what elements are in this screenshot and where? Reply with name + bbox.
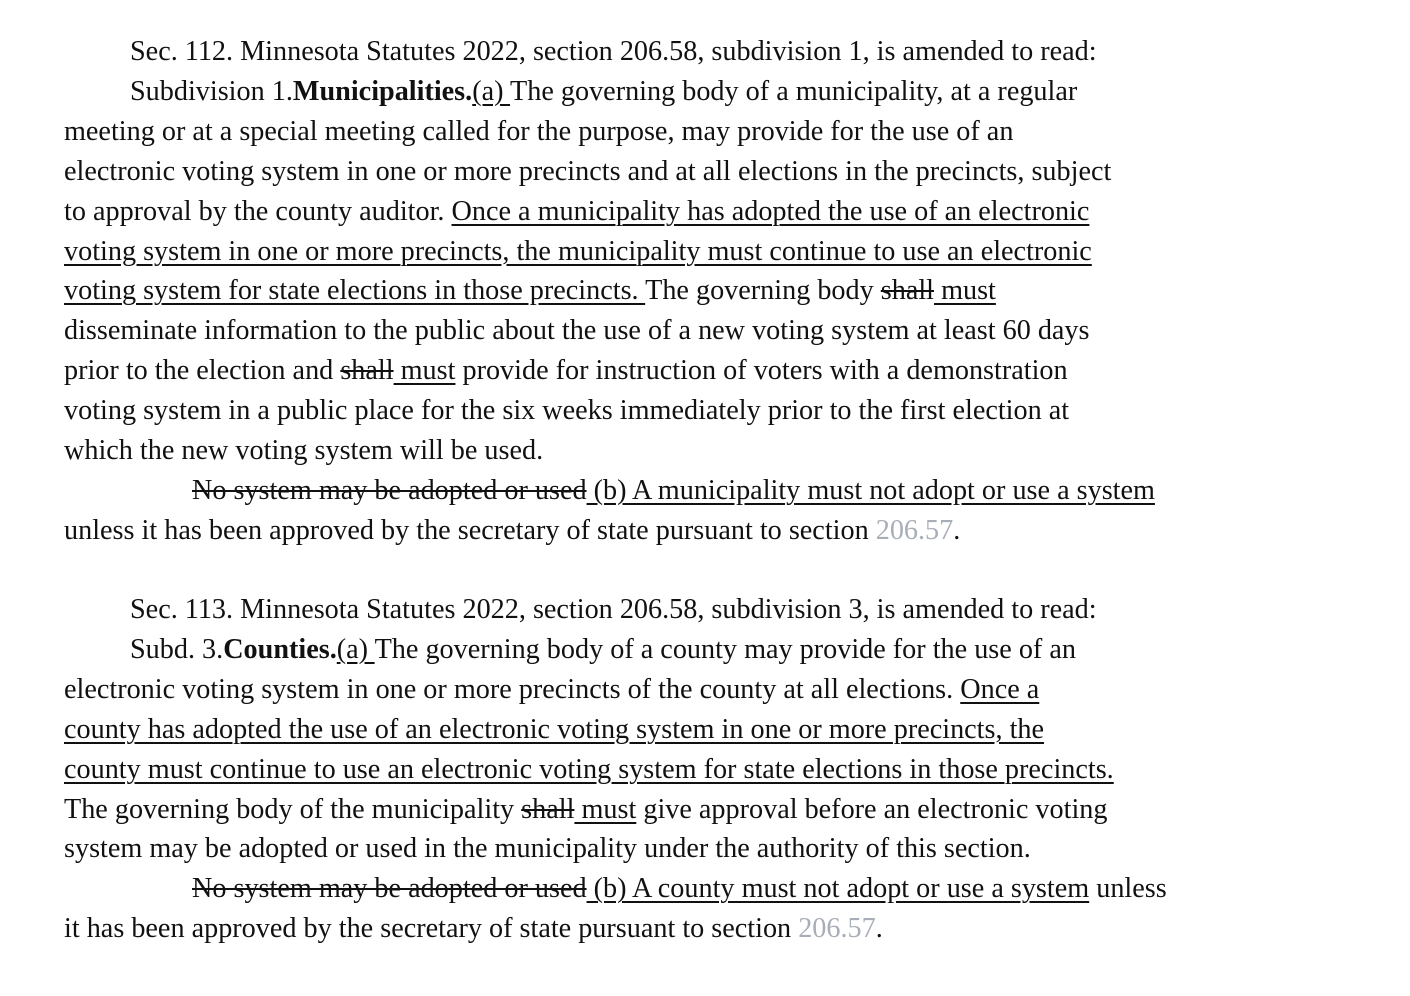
document-line	[64, 311, 1090, 351]
text: The governing body of a county may provide for the use of an	[374, 633, 1076, 665]
document-line	[64, 710, 1044, 750]
text: Subdivision 1.	[130, 75, 293, 107]
deleted-text: No system may be adopted or used	[192, 873, 587, 905]
inserted-text: county has adopted the use of an electronic voting system in one or more precincts, the	[64, 713, 1045, 745]
text: provide for instruction of voters with a demonstration	[455, 355, 1068, 387]
text: electronic voting system in one or more precincts of the county at all elections.	[64, 673, 961, 705]
text: which the new voting system will be used.	[64, 435, 544, 466]
text: voting system in a public place for the six weeks immediately prior to the first election at	[64, 395, 1070, 427]
document-line	[130, 590, 1097, 630]
text: unless	[1089, 873, 1167, 905]
document-line	[64, 232, 1092, 272]
inserted-text: county must continue to use an electronic voting system for state elections in those precincts.	[64, 753, 1114, 785]
deleted-text: shall	[340, 355, 394, 387]
text: .	[953, 514, 961, 546]
text: meeting or at a special meeting called for the purpose, may provide for the use of an	[64, 115, 1014, 147]
document-line	[64, 829, 1031, 869]
deleted-text: shall	[521, 793, 575, 825]
document-line	[64, 670, 1039, 710]
section-link[interactable]: 206.57	[875, 514, 954, 546]
inserted-text: must	[574, 793, 637, 825]
inserted-text: (a)	[336, 633, 375, 665]
section-link[interactable]: 206.57	[798, 913, 876, 945]
document-line	[64, 112, 1013, 152]
document-line	[64, 431, 543, 471]
document-line	[64, 391, 1069, 431]
text: The governing body of a municipality, at a regular	[510, 75, 1078, 107]
deleted-text: shall	[880, 275, 935, 307]
document-line	[130, 630, 1076, 670]
text: disseminate information to the public about the use of a new voting system at least 60 days	[64, 315, 1090, 347]
text: Sec. 112. Minnesota Statutes 2022, section 206.58, subdivision 1, is amended to read:	[130, 36, 1097, 67]
inserted-text: (a)	[472, 75, 511, 107]
text: to approval by the county auditor.	[64, 195, 452, 227]
text: it has been approved by the secretary of state pursuant to section	[64, 913, 799, 945]
inserted-text: (b) A county must not adopt or use a system	[586, 873, 1090, 905]
inserted-text: voting system in one or more precincts, the municipality must continue to use an electronic	[64, 235, 1092, 267]
text: The governing body	[645, 275, 881, 307]
inserted-text: must	[934, 275, 996, 307]
text: system may be adopted or used in the municipality under the authority of this section.	[64, 833, 1031, 865]
text: Subd. 3.	[130, 633, 224, 665]
document-line	[192, 869, 1167, 909]
document-line	[64, 192, 1089, 232]
inserted-text: must	[393, 355, 456, 387]
text: prior to the election and	[64, 355, 341, 387]
text: The governing body of the municipality	[64, 793, 522, 825]
text: Sec. 113. Minnesota Statutes 2022, section 206.58, subdivision 3, is amended to read:	[130, 594, 1097, 625]
document-line	[64, 152, 1111, 192]
text: give approval before an electronic voting	[636, 793, 1108, 825]
document-line	[64, 351, 1068, 391]
text: electronic voting system in one or more precincts and at all elections in the precincts, subject	[64, 155, 1112, 187]
document-line	[130, 32, 1097, 72]
document-line	[64, 271, 996, 311]
deleted-text: No system may be adopted or used	[192, 474, 587, 506]
document-line	[64, 790, 1107, 830]
heading-bold: Counties.	[223, 633, 337, 665]
document-line	[64, 750, 1114, 790]
inserted-text: Once a	[960, 673, 1040, 705]
heading-bold: Municipalities.	[292, 75, 473, 107]
text: .	[875, 913, 883, 945]
document-line	[64, 511, 960, 551]
inserted-text: Once a municipality has adopted the use of an electronic	[451, 195, 1090, 227]
document-line	[130, 72, 1077, 112]
text: unless it has been approved by the secretary of state pursuant to section	[64, 514, 876, 546]
inserted-text: (b) A municipality must not adopt or use a system	[586, 474, 1155, 506]
document-line	[64, 909, 883, 949]
inserted-text: voting system for state elections in those precincts.	[64, 275, 646, 307]
document-line	[192, 471, 1155, 511]
